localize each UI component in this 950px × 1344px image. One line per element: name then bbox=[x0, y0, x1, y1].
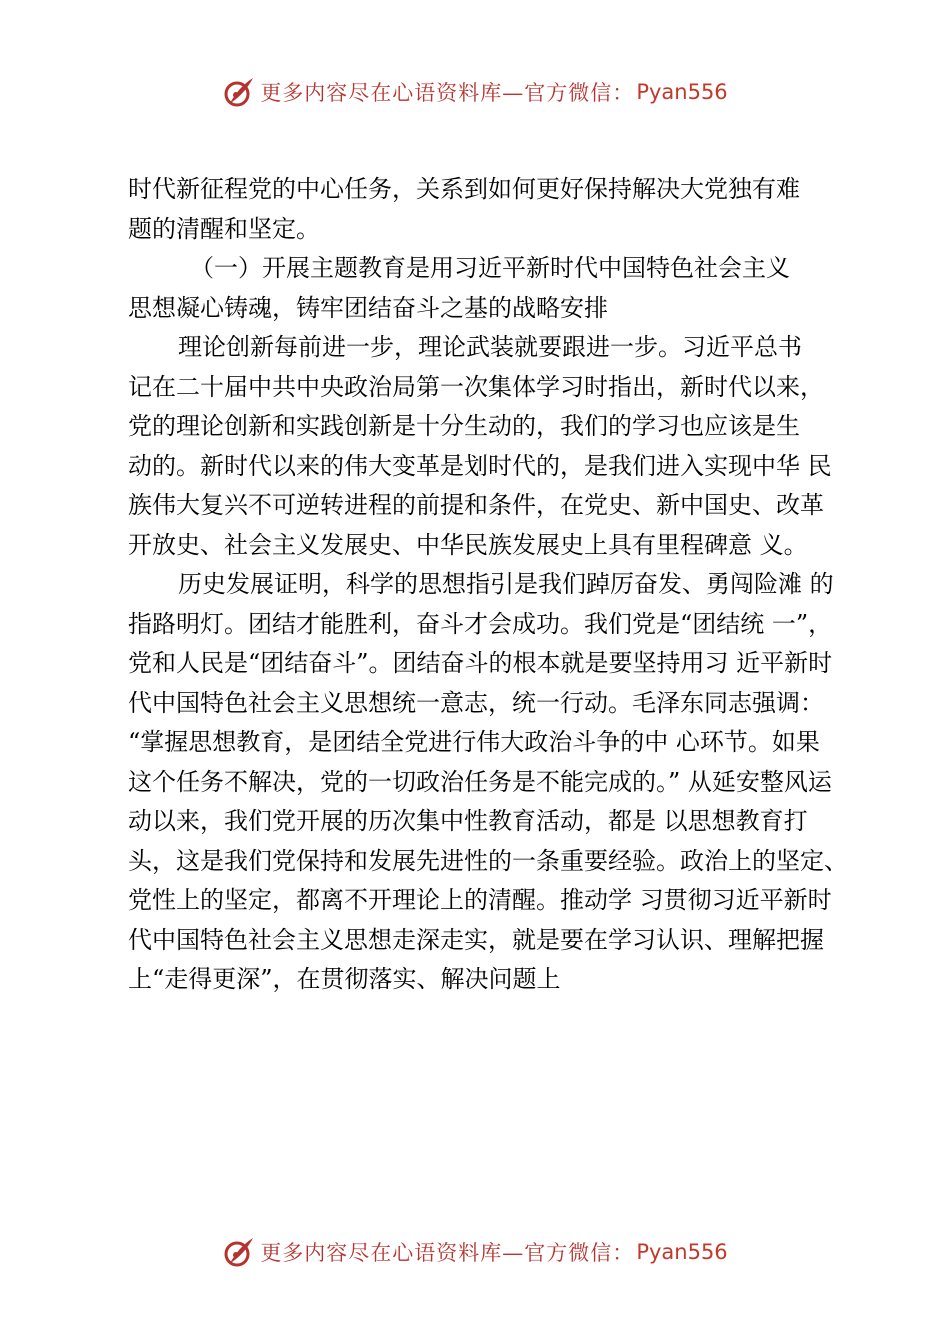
body-line: 记在二十届中共中央政治局第一次集体学习时指出，新时代以来， bbox=[128, 372, 824, 401]
body-line: 历史发展证明，科学的思想指引是我们踔厉奋发、勇闯险滩 的 bbox=[178, 570, 834, 598]
body-line: 上“走得更深”，在贯彻落实、解决问题上 bbox=[128, 965, 561, 993]
section-heading-cont: 思想凝心铸魂，铸牢团结奋斗之基的战略安排 bbox=[128, 293, 608, 322]
body-line: 题的清醒和坚定。 bbox=[128, 214, 320, 243]
body-line: 代中国特色社会主义思想走深走实，就是要在学习认识、理解把握 bbox=[128, 925, 824, 954]
section-heading: （一）开展主题教育是用习近平新时代中国特色社会主义 bbox=[190, 254, 790, 282]
header-wechat-id: Pyan556 bbox=[636, 80, 728, 104]
body-line: 党和人民是“团结奋斗”。团结奋斗的根本就是要坚持用习 近平新时 bbox=[128, 649, 833, 677]
body-line: 动的。新时代以来的伟大变革是划时代的，是我们进入实现中华 民 bbox=[128, 451, 832, 480]
body-line: 党性上的坚定，都离不开理论上的清醒。推动学 习贯彻习近平新时 bbox=[128, 886, 832, 914]
body-line: 头，这是我们党保持和发展先进性的一条重要经验。政治上的坚定、 bbox=[128, 846, 848, 875]
body-line: “掌握思想教育，是团结全党进行伟大政治斗争的中 心环节。如果 bbox=[128, 728, 820, 756]
document-body bbox=[128, 170, 868, 1000]
header-banner bbox=[0, 72, 950, 112]
feather-seal-icon bbox=[222, 75, 256, 109]
footer-text: 更多内容尽在心语资料库—官方微信： bbox=[260, 1241, 635, 1265]
body-line: 动以来，我们党开展的历次集中性教育活动，都是 以思想教育打 bbox=[128, 807, 808, 835]
footer-wechat-id: Pyan556 bbox=[636, 1240, 728, 1264]
feather-seal-icon bbox=[222, 1235, 256, 1269]
footer-banner bbox=[0, 1232, 950, 1272]
body-line: 代中国特色社会主义思想统一意志，统一行动。毛泽东同志强调： bbox=[128, 688, 824, 717]
body-line: 党的理论创新和实践创新是十分生动的，我们的学习也应该是生 bbox=[128, 412, 800, 440]
body-line: 时代新征程党的中心任务，关系到如何更好保持解决大党独有难 bbox=[128, 175, 800, 203]
body-line: 这个任务不解决，党的一切政治任务是不能完成的。” 从延安整风运 bbox=[128, 767, 832, 796]
body-line: 指路明灯。团结才能胜利，奋斗才会成功。我们党是“团结统 一”， bbox=[128, 609, 833, 638]
body-line: 族伟大复兴不可逆转进程的前提和条件，在党史、新中国史、改革 bbox=[128, 491, 824, 519]
body-line: 理论创新每前进一步，理论武装就要跟进一步。习近平总书 bbox=[178, 333, 802, 361]
body-line: 开放史、社会主义发展史、中华民族发展史上具有里程碑意 义。 bbox=[128, 530, 808, 559]
header-text: 更多内容尽在心语资料库—官方微信： bbox=[260, 81, 635, 105]
